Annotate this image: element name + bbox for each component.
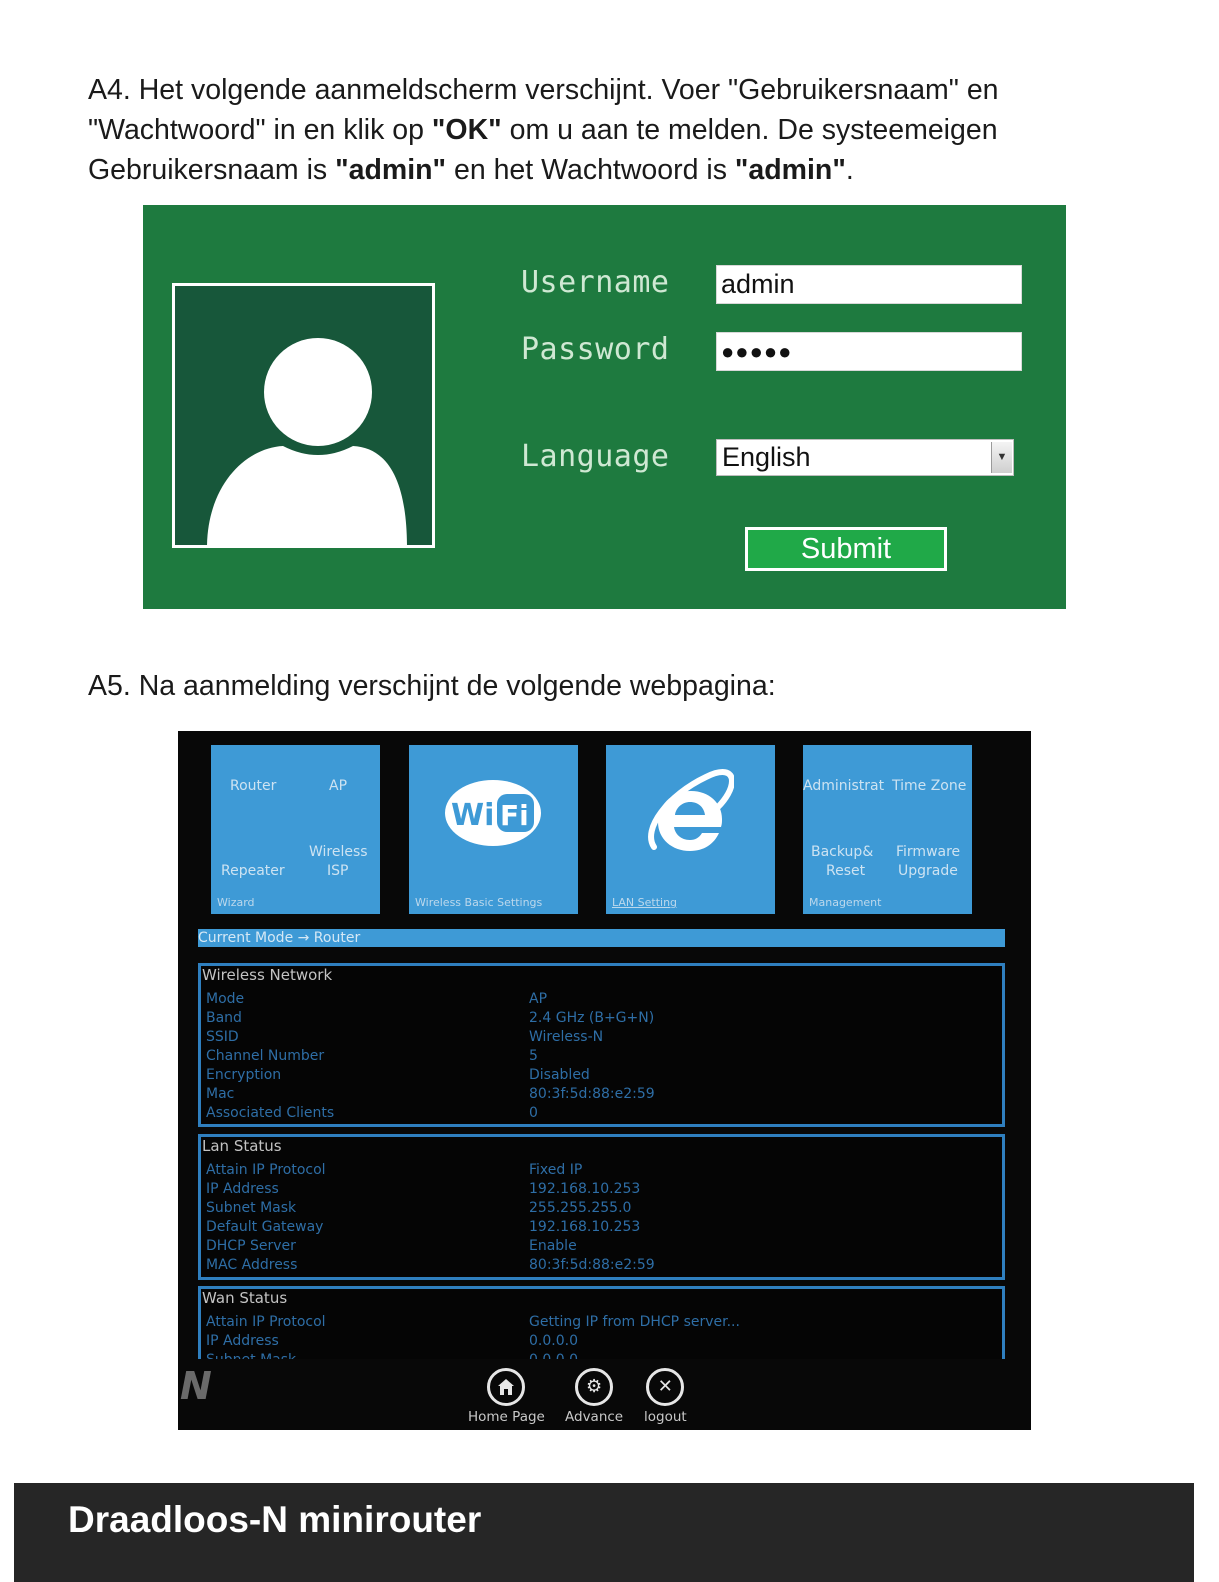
management-tile[interactable] <box>803 745 972 914</box>
chevron-down-icon[interactable]: ▼ <box>991 442 1012 473</box>
brand-logo: N <box>180 1364 212 1408</box>
status-row <box>206 990 996 1009</box>
mgmt-timezone-option[interactable]: Time Zone <box>892 778 967 794</box>
home-page-label[interactable]: Home Page <box>468 1409 545 1425</box>
status-row <box>206 1009 996 1028</box>
logout-button[interactable] <box>644 1368 687 1425</box>
close-icon[interactable]: ✕ <box>646 1368 684 1406</box>
language-label: Language <box>521 439 670 474</box>
wizard-wireless-isp-option-line2[interactable]: ISP <box>327 863 349 879</box>
row-value: 5 <box>529 1048 538 1064</box>
home-icon[interactable] <box>487 1368 525 1406</box>
status-row <box>206 1256 996 1275</box>
a4-text-2: om u aan te melden. De systeemeigen Gebruikersnaam is <box>88 114 998 186</box>
advance-button[interactable] <box>565 1368 623 1425</box>
panel-title: Wan Status <box>202 1289 288 1307</box>
row-value: Wireless-N <box>529 1029 604 1045</box>
row-value: Getting IP from DHCP server... <box>529 1314 740 1330</box>
footer-title: Draadloos-N minirouter <box>68 1499 482 1540</box>
row-value: Enable <box>529 1238 577 1254</box>
lan-setting-tile[interactable] <box>606 745 775 914</box>
row-key: MAC Address <box>206 1257 298 1273</box>
language-select[interactable] <box>716 439 1014 476</box>
row-key: Default Gateway <box>206 1219 324 1235</box>
user-silhouette <box>175 286 432 545</box>
footer-bar <box>14 1483 1194 1582</box>
wireless-basic-settings-caption: Wireless Basic Settings <box>415 896 543 909</box>
submit-button[interactable]: Submit <box>745 527 947 571</box>
logout-label[interactable]: logout <box>644 1409 687 1425</box>
status-row <box>206 1237 996 1256</box>
a4-text-4: . <box>845 154 854 186</box>
wizard-caption: Wizard <box>217 896 255 909</box>
wifi-logo-left: Wi <box>451 798 495 833</box>
a4-password-bold: "admin" <box>734 154 846 186</box>
row-value: 255.255.255.0 <box>529 1200 632 1216</box>
mgmt-administrator-option[interactable]: Administrat <box>803 778 885 794</box>
a4-text-1: A4. Het volgende aanmeldscherm verschijnt. Voer "Gebruikersnaam" en "Wachtwoord" in en klik op <box>88 74 999 146</box>
wizard-router-option[interactable]: Router <box>230 778 277 794</box>
wireless-basic-settings-tile[interactable] <box>409 745 578 914</box>
mgmt-backup-option-line2[interactable]: Reset <box>826 863 866 879</box>
row-key: Mode <box>206 991 245 1007</box>
wifi-logo-right: Fi <box>500 799 529 832</box>
home-page-button[interactable] <box>468 1368 545 1425</box>
status-row <box>206 1199 996 1218</box>
row-value: Disabled <box>529 1067 590 1083</box>
row-value: 80:3f:5d:88:e2:59 <box>529 1086 655 1102</box>
status-row <box>206 1180 996 1199</box>
login-screenshot <box>143 205 1066 609</box>
router-admin-screenshot <box>178 731 1031 1430</box>
row-value: 0.0.0.0 <box>529 1333 578 1349</box>
user-avatar-icon <box>172 283 435 548</box>
lan-status-panel <box>198 1134 1005 1280</box>
a4-text-3: en het Wachtwoord is <box>446 154 735 186</box>
wireless-network-panel <box>198 963 1005 1127</box>
panel-title: Lan Status <box>202 1137 282 1155</box>
management-caption: Management <box>809 896 882 909</box>
row-key: Channel Number <box>206 1048 325 1064</box>
status-row <box>206 1047 996 1066</box>
status-row <box>206 1028 996 1047</box>
row-value: 2.4 GHz (B+G+N) <box>529 1010 655 1026</box>
row-value: 0 <box>529 1105 538 1121</box>
status-row <box>206 1104 996 1123</box>
status-row <box>206 1313 996 1332</box>
panel-title: Wireless Network <box>202 966 333 984</box>
row-value: Fixed IP <box>529 1162 583 1178</box>
password-input[interactable]: ●●●●● <box>716 332 1022 371</box>
password-label: Password <box>521 332 670 367</box>
row-value: AP <box>529 991 548 1007</box>
row-value: 192.168.10.253 <box>529 1219 641 1235</box>
row-key: Band <box>206 1010 242 1026</box>
instruction-a5: A5. Na aanmelding verschijnt de volgende webpagina: <box>88 670 776 702</box>
status-row <box>206 1161 996 1180</box>
internet-explorer-icon <box>648 767 734 862</box>
row-key: Attain IP Protocol <box>206 1314 326 1330</box>
row-value: 80:3f:5d:88:e2:59 <box>529 1257 655 1273</box>
status-row <box>206 1085 996 1104</box>
mgmt-firmware-option-line1[interactable]: Firmware <box>896 844 961 860</box>
wizard-repeater-option[interactable]: Repeater <box>221 863 285 879</box>
row-key: Encryption <box>206 1067 282 1083</box>
wizard-ap-option[interactable]: AP <box>329 778 348 794</box>
row-key: DHCP Server <box>206 1238 296 1254</box>
status-row <box>206 1218 996 1237</box>
a4-username-bold: "admin" <box>335 154 447 186</box>
row-key: Attain IP Protocol <box>206 1162 326 1178</box>
username-input[interactable]: admin <box>716 265 1022 304</box>
wizard-tile[interactable] <box>211 745 380 914</box>
row-key: Associated Clients <box>206 1105 335 1121</box>
status-row <box>206 1066 996 1085</box>
advance-label[interactable]: Advance <box>565 1409 624 1425</box>
username-label: Username <box>521 265 670 300</box>
instruction-a4 <box>88 70 1088 190</box>
wifi-logo-icon <box>443 777 543 847</box>
mgmt-firmware-option-line2[interactable]: Upgrade <box>898 863 958 879</box>
row-key: IP Address <box>206 1333 279 1349</box>
row-key: Subnet Mask <box>206 1200 297 1216</box>
current-mode-bar: Current Mode → Router <box>198 929 1005 947</box>
mgmt-backup-option-line1[interactable]: Backup& <box>811 844 874 860</box>
status-row <box>206 1332 996 1351</box>
row-key: Mac <box>206 1086 235 1102</box>
row-key: IP Address <box>206 1181 279 1197</box>
wizard-wireless-isp-option-line1[interactable]: Wireless <box>309 844 368 860</box>
row-key: SSID <box>206 1029 239 1045</box>
a4-ok-bold: "OK" <box>431 114 502 146</box>
lan-setting-caption[interactable]: LAN Setting <box>612 896 678 909</box>
gear-icon[interactable]: ⚙ <box>575 1368 613 1406</box>
language-value: English <box>722 442 811 472</box>
row-value: 192.168.10.253 <box>529 1181 641 1197</box>
